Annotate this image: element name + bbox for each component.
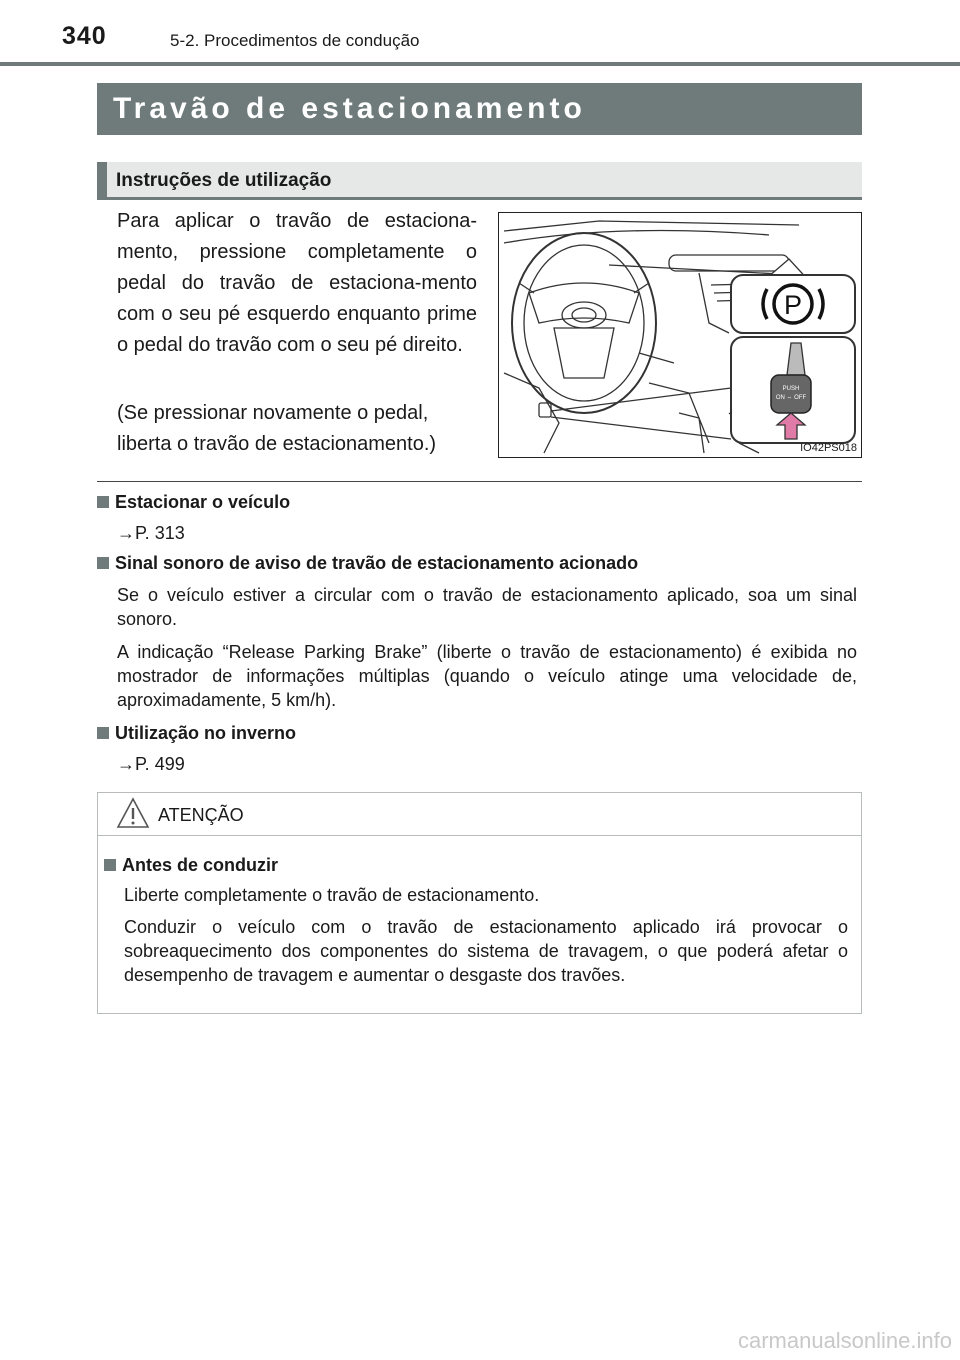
section-reference: 5-2. Procedimentos de condução (170, 31, 420, 50)
figure-code: IO42PS018 (800, 442, 857, 454)
item-heading-winter: Utilização no inverno (97, 723, 296, 744)
warning-item-heading: Antes de conduzir (104, 855, 278, 876)
cockpit-drawing (499, 213, 862, 458)
warning-label: ATENÇÃO (158, 805, 244, 825)
warning-header (98, 793, 861, 836)
subsection-title: Instruções de utilização (116, 170, 332, 191)
section-divider (97, 481, 862, 482)
item-text: A indicação “Release Parking Brake” (liberte o travão de estacionamento) é exibida no mostrador de informações múltiplas (quando o veículo atinge uma velocidade de, aproximadamente, 5 km/h). (117, 642, 857, 710)
warning-text: Liberte completamente o travão de estacionamento. (124, 885, 540, 905)
warning-triangle-icon (116, 797, 150, 829)
square-bullet-icon (104, 859, 116, 871)
item-text: →P. 499 (117, 754, 185, 774)
watermark: carmanualsonline.info (737, 1328, 952, 1353)
warning-box (97, 792, 862, 1014)
square-bullet-icon (97, 727, 109, 739)
subsection-heading (97, 162, 862, 200)
parking-brake-illustration (498, 212, 862, 458)
page-title: Travão de estacionamento (113, 92, 586, 125)
page-number: 340 (62, 22, 107, 50)
item-text: →P. 313 (117, 523, 185, 543)
subsection-marker (97, 162, 107, 200)
item-text: Se o veículo estiver a circular com o travão de estacionamento aplicado, soa um sinal sonoro. (117, 585, 857, 629)
warning-text: Conduzir o veículo com o travão de estacionamento aplicado irá provocar o sobreaquecimento dos componentes do sistema de travagem, o que poderá afetar o desempenho de travagem e aumentar o desgaste dos travões. (124, 917, 848, 985)
intro-paragraph: Para aplicar o travão de estaciona-mento, pressione completamente o pedal do travão de estaciona-mento com o seu pé esquerdo enquanto prime o pedal do travão com o seu pé direito. (117, 210, 477, 356)
intro-note: (Se pressionar novamente o pedal, liberta o travão de estacionamento.) (117, 402, 437, 455)
square-bullet-icon (97, 557, 109, 569)
pedal-label-onoff: ON ⇔ OFF (775, 395, 807, 401)
page-title-band (97, 83, 862, 135)
page-header (0, 0, 960, 66)
item-heading-warning-sound: Sinal sonoro de aviso de travão de estacionamento acionado (97, 553, 638, 574)
parking-symbol: P (783, 290, 803, 320)
square-bullet-icon (97, 496, 109, 508)
header-rule (0, 62, 960, 66)
item-heading-parking: Estacionar o veículo (97, 492, 290, 513)
pedal-label-push: PUSH (782, 386, 800, 392)
